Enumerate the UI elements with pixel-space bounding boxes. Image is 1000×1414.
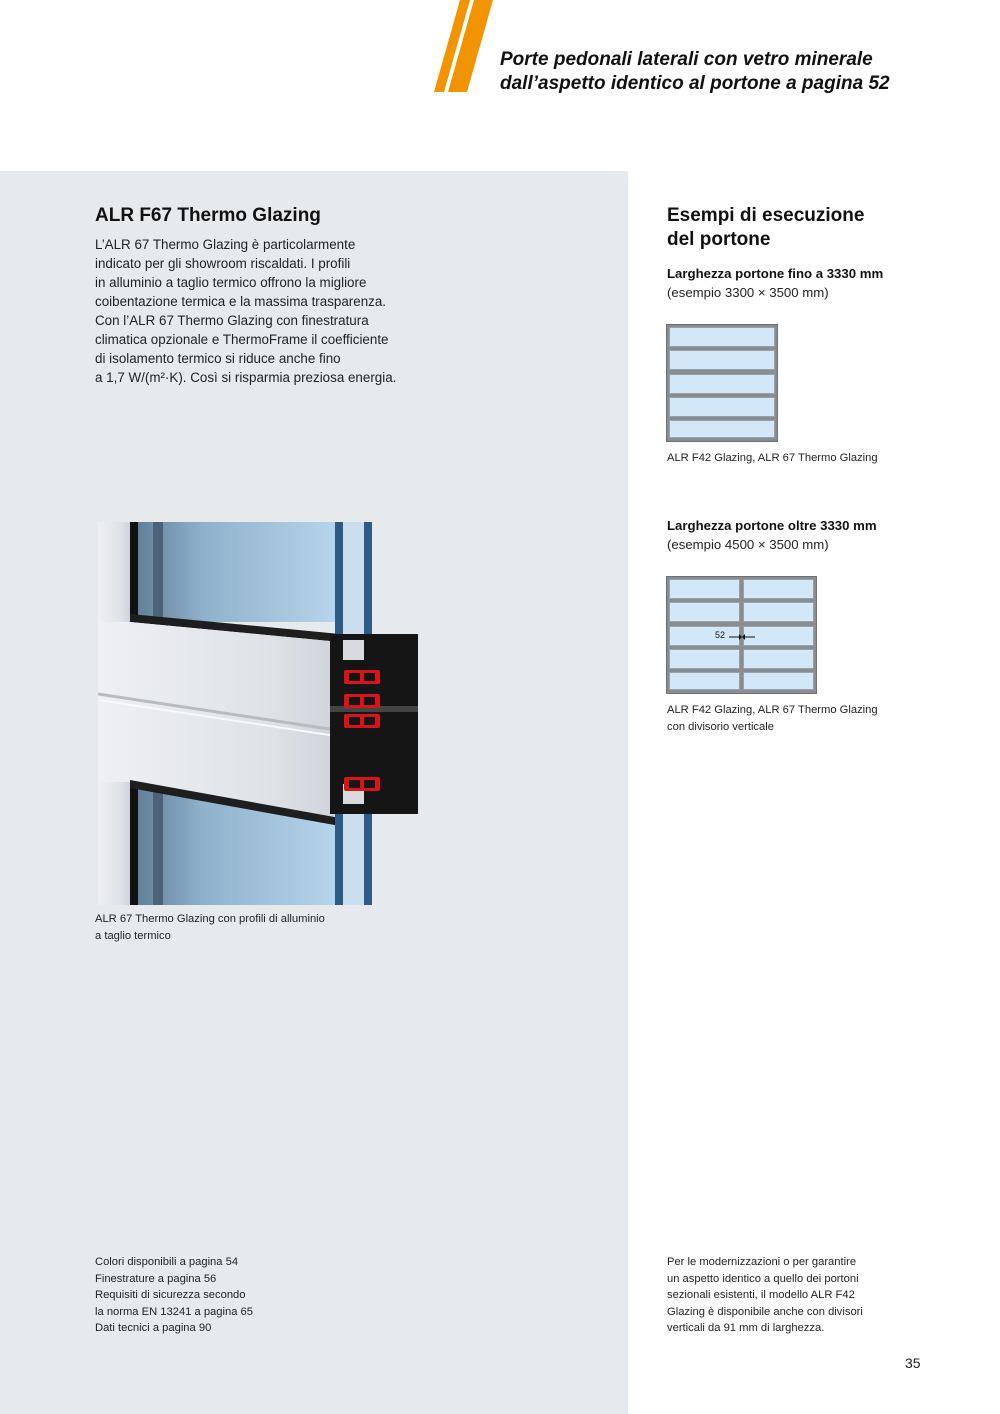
note-line: un aspetto identico a quello dei portoni [667, 1272, 859, 1285]
caption-line: con divisorio verticale [667, 720, 774, 733]
door-diagram-divided [666, 576, 817, 694]
example-title: Larghezza portone fino a 3330 mm [667, 266, 884, 281]
page-references [95, 1254, 253, 1337]
note-line: Per le modernizzazioni o per garantire [667, 1256, 857, 1268]
section-heading-examples [667, 204, 864, 252]
thermo-profile-image [98, 522, 423, 905]
dimension-label: 52 [715, 630, 726, 640]
note-line: verticali da 91 mm di larghezza. [667, 1322, 825, 1335]
glass-panel [669, 672, 740, 690]
caption-line: ALR F42 Glazing, ALR 67 Thermo Glazing [667, 452, 878, 464]
example-1-title [667, 264, 883, 302]
paragraph-line: L’ALR 67 Thermo Glazing è particolarmente [95, 237, 356, 252]
paragraph-line: indicato per gli showroom riscaldati. I profili [95, 256, 351, 271]
paragraph-line: climatica opzionale e ThermoFrame il coefficiente [95, 332, 389, 347]
example-1-caption [667, 450, 878, 467]
paragraph-line: Con l’ALR 67 Thermo Glazing con finestratura [95, 313, 369, 328]
reference-line: Dati tecnici a pagina 90 [95, 1322, 212, 1335]
note-line: sezionali esistenti, il modello ALR F42 [667, 1289, 855, 1302]
heading-line: del portone [667, 229, 771, 250]
door-diagram-single [666, 324, 778, 442]
note-line: Glazing è disponibile anche con divisori [667, 1305, 863, 1318]
glass-panel [743, 579, 814, 599]
glass-panel [669, 374, 775, 394]
example-subtitle: (esempio 3300 × 3500 mm) [667, 285, 829, 300]
header-line: Porte pedonali laterali con vetro minerale [500, 49, 873, 70]
example-2-title [667, 516, 877, 554]
glass-panel [669, 602, 740, 622]
paragraph-line: in alluminio a taglio termico offrono la migliore [95, 275, 367, 290]
caption-line: ALR 67 Thermo Glazing con profili di alluminio [95, 913, 325, 925]
glass-panel [669, 649, 740, 669]
dimension-arrows-icon [729, 632, 755, 642]
glass-panel [669, 350, 775, 370]
section-heading-alr-f67: ALR F67 Thermo Glazing [95, 205, 321, 226]
example-2-caption [667, 702, 878, 735]
glass-panel [669, 397, 775, 417]
page-number: 35 [905, 1355, 921, 1371]
example-subtitle: (esempio 4500 × 3500 mm) [667, 537, 829, 552]
page-header-title [500, 48, 980, 96]
caption-line: a taglio termico [95, 929, 171, 942]
glass-panel [669, 579, 740, 599]
glass-panel [669, 327, 775, 347]
glass-panel [743, 649, 814, 669]
modernization-note [667, 1254, 863, 1337]
example-title: Larghezza portone oltre 3330 mm [667, 518, 877, 533]
accent-stripes-icon [430, 0, 500, 92]
header-line: dall’aspetto identico al portone a pagina 52 [500, 73, 890, 94]
glass-panel [743, 672, 814, 690]
caption-line: ALR F42 Glazing, ALR 67 Thermo Glazing [667, 704, 878, 716]
heading-line: Esempi di esecuzione [667, 205, 865, 226]
paragraph-line: a 1,7 W/(m²·K). Così si risparmia preziosa energia. [95, 370, 397, 385]
paragraph-line: di isolamento termico si riduce anche fino [95, 351, 341, 366]
reference-line: Finestrature a pagina 56 [95, 1272, 217, 1285]
reference-line: Colori disponibili a pagina 54 [95, 1256, 239, 1268]
glass-panel [669, 420, 775, 438]
reference-line: Requisiti di sicurezza secondo [95, 1289, 246, 1302]
image-caption [95, 911, 325, 944]
paragraph-line: coibentazione termica e la massima trasparenza. [95, 294, 387, 309]
glass-panel [743, 602, 814, 622]
description-paragraph [95, 235, 455, 387]
reference-line: la norma EN 13241 a pagina 65 [95, 1305, 253, 1318]
